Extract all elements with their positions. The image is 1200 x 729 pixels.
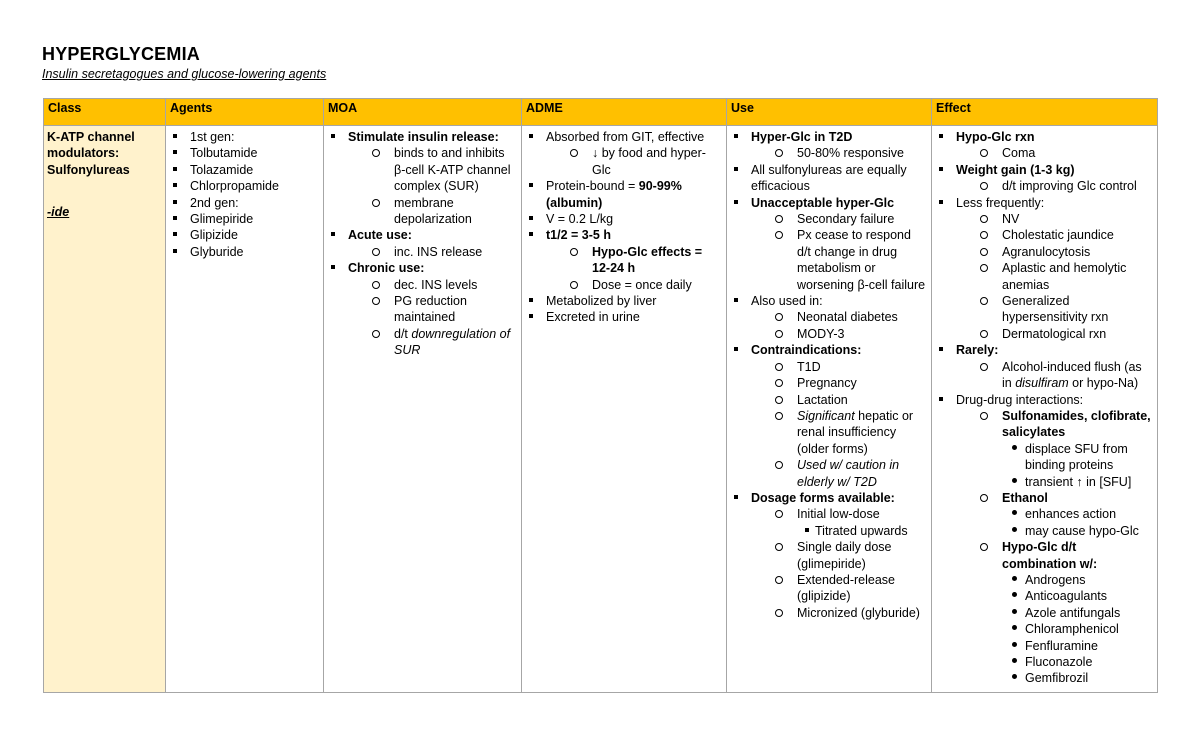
header-effect: Effect bbox=[932, 99, 1158, 126]
class-name: K-ATP channel modulators: Sulfonylureas bbox=[47, 130, 135, 177]
sublist bbox=[348, 145, 518, 227]
moa-cell bbox=[324, 126, 522, 693]
list-item bbox=[730, 293, 928, 342]
list-item: Fluconazole bbox=[956, 654, 1154, 670]
list-item: NV bbox=[956, 211, 1154, 227]
list-item: inc. INS release bbox=[348, 244, 518, 260]
use-cell bbox=[727, 126, 932, 693]
list-item: transient ↑ in [SFU] bbox=[956, 474, 1154, 490]
adme-cell bbox=[522, 126, 727, 693]
sublist bbox=[956, 441, 1154, 490]
list-item: Glyburide bbox=[169, 244, 320, 260]
list-item: 50-80% responsive bbox=[751, 145, 928, 161]
list-item bbox=[730, 129, 928, 162]
sublist bbox=[751, 506, 928, 621]
document-subtitle: Insulin secretagogues and glucose-lowering agents bbox=[42, 67, 327, 81]
list-item: Secondary failure bbox=[751, 211, 928, 227]
list-item: Metabolized by liver bbox=[525, 293, 723, 309]
sublist bbox=[956, 572, 1154, 687]
list-item bbox=[525, 129, 723, 178]
list-item bbox=[348, 326, 518, 359]
list-item bbox=[935, 195, 1154, 343]
list-item: may cause hypo-Glc bbox=[956, 523, 1154, 539]
list-item: Micronized (glyburide) bbox=[751, 605, 928, 621]
list-item: ↓ by food and hyper-Glc bbox=[546, 145, 723, 178]
item-text: Acute use: bbox=[348, 228, 412, 243]
list-item bbox=[956, 539, 1154, 687]
item-text: Weight gain (1-3 kg) bbox=[956, 162, 1075, 177]
list-item: displace SFU from binding proteins bbox=[956, 441, 1154, 474]
adme-list bbox=[525, 129, 723, 326]
use-list bbox=[730, 129, 928, 621]
sublist bbox=[546, 145, 723, 178]
sublist bbox=[956, 178, 1154, 194]
item-text-italic: disulfiram bbox=[1015, 376, 1069, 391]
list-item: T1D bbox=[751, 359, 928, 375]
list-item: Agranulocytosis bbox=[956, 244, 1154, 260]
list-item: Excreted in urine bbox=[525, 309, 723, 325]
sublist bbox=[751, 309, 928, 342]
list-item: V = 0.2 L/kg bbox=[525, 211, 723, 227]
list-item: binds to and inhibits β-cell K-ATP channel complex (SUR) bbox=[348, 145, 518, 194]
item-text: Rarely: bbox=[956, 343, 999, 358]
item-text: Unacceptable hyper-Glc bbox=[751, 195, 895, 210]
list-item bbox=[525, 227, 723, 293]
item-text: Hypo-Glc d/t combination w/: bbox=[1002, 540, 1098, 571]
header-row bbox=[44, 99, 1158, 126]
sublist bbox=[751, 211, 928, 293]
sublist bbox=[348, 277, 518, 359]
item-text: or hypo-Na) bbox=[1068, 376, 1139, 391]
list-item: membrane depolarization bbox=[348, 195, 518, 228]
list-item bbox=[935, 342, 1154, 391]
item-text: Initial low-dose bbox=[797, 507, 880, 522]
list-item: dec. INS levels bbox=[348, 277, 518, 293]
effect-list bbox=[935, 129, 1154, 687]
sublist bbox=[956, 506, 1154, 539]
list-item: Pregnancy bbox=[751, 375, 928, 391]
sublist bbox=[546, 244, 723, 293]
agents-cell bbox=[166, 126, 324, 693]
class-cell bbox=[44, 126, 166, 693]
header-moa: MOA bbox=[324, 99, 522, 126]
class-suffix: -ide bbox=[47, 205, 70, 220]
moa-list bbox=[327, 129, 518, 359]
item-text: d/t bbox=[394, 326, 412, 341]
document-title: HYPERGLYCEMIA bbox=[42, 44, 200, 64]
list-item: Glipizide bbox=[169, 227, 320, 243]
list-item bbox=[730, 195, 928, 293]
item-text: Ethanol bbox=[1002, 490, 1048, 505]
effect-cell bbox=[932, 126, 1158, 693]
list-item: MODY-3 bbox=[751, 326, 928, 342]
list-item bbox=[956, 408, 1154, 490]
list-item bbox=[935, 392, 1154, 687]
list-item: Hypo-Glc effects = 12-24 h bbox=[546, 244, 723, 277]
list-item: Chlorpropamide bbox=[169, 178, 320, 194]
item-text: Dosage forms available: bbox=[751, 490, 895, 505]
list-item bbox=[935, 162, 1154, 195]
list-item: PG reduction maintained bbox=[348, 293, 518, 326]
item-text: Protein-bound = bbox=[546, 179, 639, 194]
list-item: Gemfibrozil bbox=[956, 670, 1154, 686]
list-item: Neonatal diabetes bbox=[751, 309, 928, 325]
list-item bbox=[956, 359, 1154, 392]
sublist bbox=[956, 211, 1154, 342]
list-item bbox=[730, 490, 928, 621]
list-item: Chloramphenicol bbox=[956, 621, 1154, 637]
list-item bbox=[956, 490, 1154, 539]
drug-table bbox=[43, 98, 1158, 693]
list-item: Generalized hypersensitivity rxn bbox=[956, 293, 1154, 326]
item-text: Chronic use: bbox=[348, 261, 425, 276]
list-item bbox=[327, 129, 518, 227]
item-text-bold: 90-99% (albumin) bbox=[546, 179, 682, 210]
list-item bbox=[730, 342, 928, 490]
item-text: Stimulate insulin release: bbox=[348, 130, 499, 144]
sublist bbox=[751, 359, 928, 490]
list-item: All sulfonylureas are equally efficacious bbox=[730, 162, 928, 195]
list-item: Titrated upwards bbox=[751, 523, 928, 539]
list-item: Aplastic and hemolytic anemias bbox=[956, 260, 1154, 293]
agents-list bbox=[169, 129, 320, 260]
list-item: Fenfluramine bbox=[956, 638, 1154, 654]
list-item: Androgens bbox=[956, 572, 1154, 588]
list-item: 1st gen: bbox=[169, 129, 320, 145]
header-adme: ADME bbox=[522, 99, 727, 126]
list-item: Tolazamide bbox=[169, 162, 320, 178]
list-item: Glimepiride bbox=[169, 211, 320, 227]
item-text: Less frequently: bbox=[956, 195, 1045, 210]
sublist bbox=[348, 244, 518, 260]
header-class: Class bbox=[44, 99, 166, 126]
list-item: Dose = once daily bbox=[546, 277, 723, 293]
item-text: Absorbed from GIT, effective bbox=[546, 130, 705, 144]
item-text-italic: Significant bbox=[797, 408, 855, 423]
item-text: Contraindications: bbox=[751, 343, 862, 358]
item-text: Hyper-Glc in T2D bbox=[751, 130, 853, 144]
header-agents: Agents bbox=[166, 99, 324, 126]
sublist bbox=[956, 359, 1154, 392]
list-item: Used w/ caution in elderly w/ T2D bbox=[751, 457, 928, 490]
list-item: enhances action bbox=[956, 506, 1154, 522]
list-item: 2nd gen: bbox=[169, 195, 320, 211]
list-item bbox=[327, 227, 518, 260]
list-item: Px cease to respond d/t change in drug metabolism or worsening β-cell failure bbox=[751, 227, 928, 293]
list-item: Single daily dose (glimepiride) bbox=[751, 539, 928, 572]
list-item bbox=[327, 260, 518, 358]
list-item: Dermatological rxn bbox=[956, 326, 1154, 342]
list-item: Anticoagulants bbox=[956, 588, 1154, 604]
item-text: Sulfonamides, clofibrate, salicylates bbox=[1002, 408, 1151, 440]
sublist bbox=[956, 408, 1154, 687]
list-item: Cholestatic jaundice bbox=[956, 227, 1154, 243]
sublist bbox=[956, 145, 1154, 161]
item-text: t1/2 = 3-5 h bbox=[546, 228, 611, 243]
table-row bbox=[44, 126, 1158, 693]
item-text: hepatic or renal insufficiency (older forms) bbox=[797, 408, 914, 456]
list-item bbox=[525, 178, 723, 211]
list-item: Extended-release (glipizide) bbox=[751, 572, 928, 605]
item-text: Alcohol-induced flush (as in bbox=[1002, 359, 1142, 391]
list-item: Lactation bbox=[751, 392, 928, 408]
item-text-italic: downregulation of SUR bbox=[394, 326, 511, 358]
list-item bbox=[935, 129, 1154, 162]
header-use: Use bbox=[727, 99, 932, 126]
sublist bbox=[751, 145, 928, 161]
list-item: Coma bbox=[956, 145, 1154, 161]
item-text: Drug-drug interactions: bbox=[956, 392, 1084, 407]
item-text: Hypo-Glc rxn bbox=[956, 130, 1035, 144]
list-item: d/t improving Glc control bbox=[956, 178, 1154, 194]
list-item: Tolbutamide bbox=[169, 145, 320, 161]
item-text: Also used in: bbox=[751, 294, 823, 309]
list-item bbox=[751, 506, 928, 539]
list-item bbox=[751, 408, 928, 457]
list-item: Azole antifungals bbox=[956, 605, 1154, 621]
sublist bbox=[797, 523, 928, 539]
